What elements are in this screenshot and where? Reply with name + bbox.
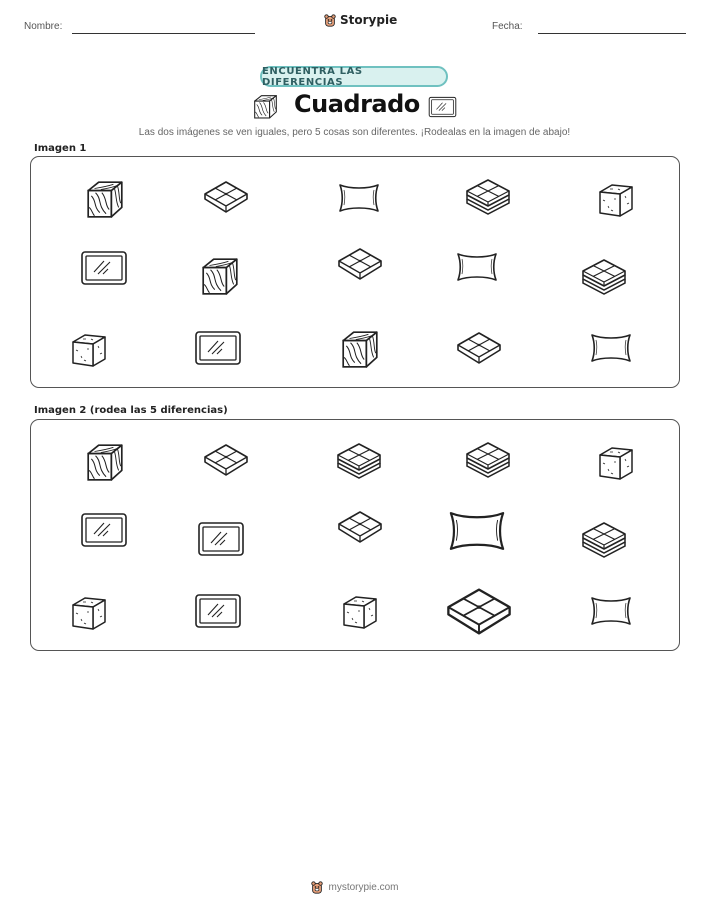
panel2-label: Imagen 2 (rodea las 5 diferencias) [34, 405, 228, 416]
cushion-icon [202, 442, 250, 478]
page-title: Cuadrado [294, 90, 420, 118]
title-picture-frame-icon [428, 96, 457, 118]
wood-block-icon [199, 255, 241, 297]
activity-badge: ENCUENTRA LAS DIFERENCIAS [260, 66, 448, 87]
cushion-icon [336, 509, 384, 545]
cushion-icon [444, 585, 514, 638]
picture-frame-icon [194, 330, 242, 366]
pillow-icon [453, 249, 501, 285]
panel2 [30, 419, 680, 651]
stacked-cushion-icon [335, 441, 383, 479]
name-line[interactable] [72, 33, 255, 34]
stacked-cushion-icon [464, 440, 512, 478]
storypie-logo [323, 13, 397, 27]
stone-cube-icon [595, 443, 637, 483]
title-wood-block-icon [252, 93, 279, 120]
pillow-icon [587, 330, 635, 366]
wood-block-icon [84, 441, 126, 483]
stone-cube-icon [68, 330, 110, 370]
pillow-icon [335, 180, 383, 216]
name-label: Nombre: [24, 21, 63, 32]
panel1 [30, 156, 680, 388]
wood-block-icon [84, 178, 126, 220]
wood-block-icon [339, 328, 381, 370]
stone-cube-icon [339, 592, 381, 632]
stacked-cushion-icon [580, 257, 628, 295]
stone-cube-icon [595, 180, 637, 220]
footer [0, 880, 709, 894]
cushion-icon [336, 246, 384, 282]
stacked-cushion-icon [580, 520, 628, 558]
stacked-cushion-icon [464, 177, 512, 215]
picture-frame-icon [194, 593, 242, 629]
pillow-icon [444, 506, 510, 556]
mascot-icon [310, 880, 324, 894]
mascot-icon [323, 13, 337, 27]
cushion-icon [202, 179, 250, 215]
picture-frame-icon [80, 512, 128, 548]
date-line[interactable] [538, 33, 686, 34]
footer-url[interactable]: mystorypie.com [328, 881, 399, 893]
cushion-icon [455, 330, 503, 366]
pillow-icon [587, 593, 635, 629]
brand-name: Storypie [340, 13, 398, 27]
picture-frame-icon [197, 521, 245, 557]
date-label: Fecha: [492, 21, 523, 32]
panel1-label: Imagen 1 [34, 143, 87, 154]
instructions: Las dos imágenes se ven iguales, pero 5 cosas son diferentes. ¡Rodealas en la imagen de abajo! [138, 127, 571, 138]
picture-frame-icon [80, 250, 128, 286]
stone-cube-icon [68, 593, 110, 633]
